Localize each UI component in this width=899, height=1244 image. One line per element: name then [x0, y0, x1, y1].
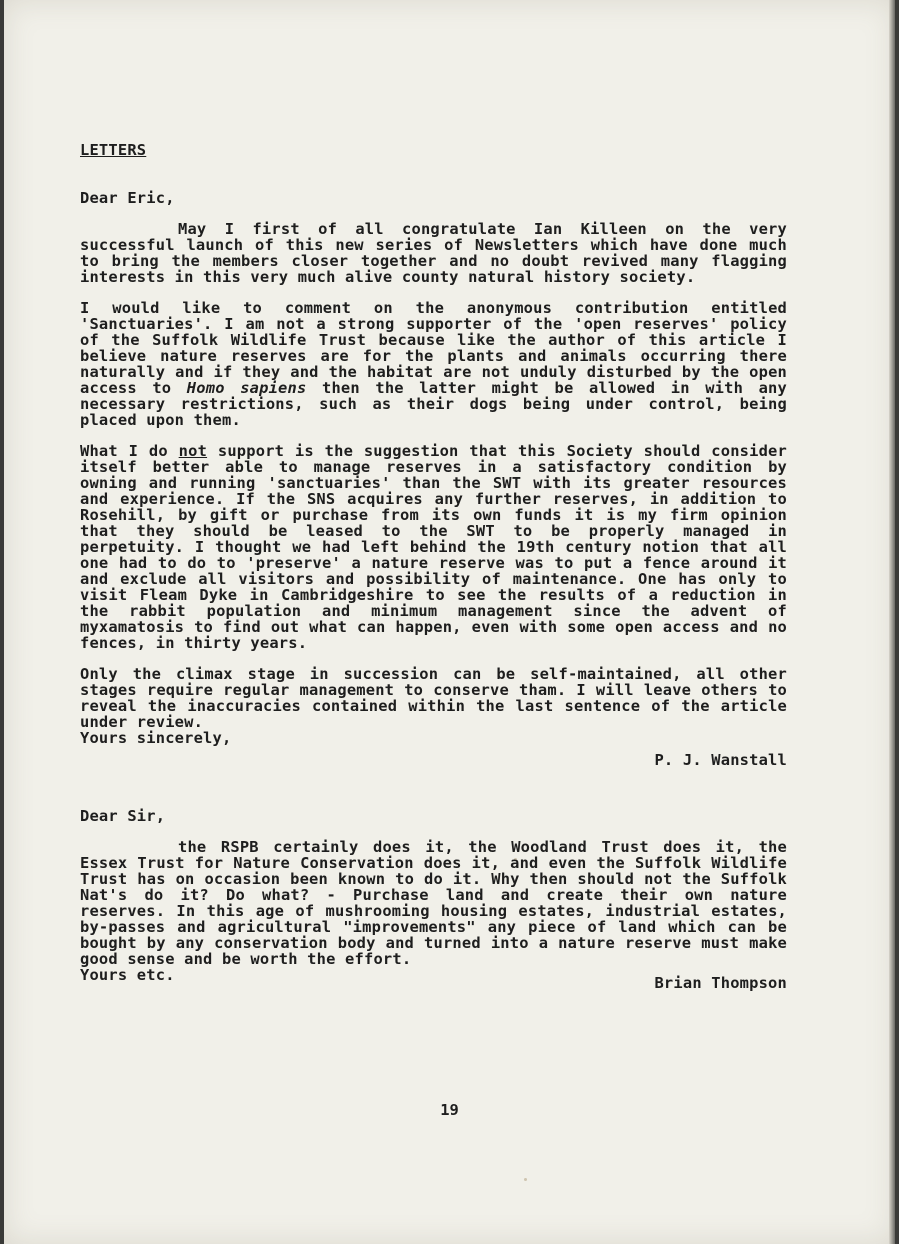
letter-closing: Yours etc. [80, 966, 175, 984]
letter-paragraph: May I first of all congratulate Ian Killeen on the very successful launch of this new series of Newsletters which have done much to bring the members closer together and no doubt revived many flagging interests in this very much alive county natural history society. [80, 220, 787, 286]
letter-signoff [80, 967, 787, 991]
letter-paragraph [80, 443, 787, 651]
paragraph-text: What I do [80, 442, 168, 460]
paragraph-text: then the latter might be allowed in with any necessary restrictions, such as their dogs being under control, being placed upon them. [80, 379, 787, 429]
document-page [4, 0, 895, 1244]
letters-section [80, 142, 787, 991]
paragraph-text: I would like to comment on the anonymous contribution entitled 'Sanctuaries'. I am not a strong supporter of the 'open reserves' policy of the Suffolk Wildlife Trust because like the author of this article I believe nature reserves are for the plants and animals occurring there naturally and if they and the habitat are not unduly disturbed by the open access to [80, 299, 787, 397]
page-edge-shadow [889, 0, 895, 1244]
letter-signature: Brian Thompson [654, 974, 787, 992]
letter-paragraph [80, 300, 787, 428]
letter-thompson [80, 808, 787, 991]
paragraph-text: support is the suggestion that this Society should consider itself better able to manage reserves in a satisfactory condition by owning and running 'sanctuaries' than the SWT with its greater resources and experience. If the SNS acquires any further reserves, in addition to Rosehill, by gift or purchase from its own funds it is my firm opinion that they should be leased to the SWT to be properly managed in perpetuity. I thought we had left behind the 19th century notion that all one had to do to 'preserve' a nature reserve was to put a fence around it and exclude all visitors and possibility of maintenance. One has only to visit Fleam Dyke in Cambridgeshire to see the results of a reduction in the rabbit population and minimum management since the advent of myxamatosis to find out what can happen, even with some open access and no fences, in thirty years. [80, 442, 787, 652]
letter-divider-space [80, 768, 787, 808]
letter-salutation: Dear Eric, [80, 189, 175, 207]
letter-wanstall [80, 190, 787, 768]
species-name: Homo sapiens [186, 379, 307, 397]
emphasis-text: not [178, 442, 208, 460]
letter-signature: P. J. Wanstall [654, 751, 787, 769]
letter-salutation: Dear Sir, [80, 807, 166, 825]
section-heading: LETTERS [80, 141, 147, 159]
page-number: 19 [440, 1101, 459, 1119]
letter-paragraph: the RSPB certainly does it, the Woodland Trust does it, the Essex Trust for Nature Conservation does it, and even the Suffolk Wildlife Trust has on occasion been known to do it. Why then should not the Suffolk Nat's do it? Do what? - Purchase land and create their own nature reserves. In this age of mushrooming housing estates, industrial estates, by-passes and agricultural "improvements" any piece of land which can be bought by any conservation body and turned into a nature reserve must make good sense and be worth the effort. [80, 838, 787, 968]
paper-speck [524, 1178, 527, 1181]
letter-paragraph: Only the climax stage in succession can be self-maintained, all other stages require regular management to conserve tham. I will leave others to reveal the inaccuracies contained within the last sentence of the article under review. [80, 665, 787, 731]
letter-closing: Yours sincerely, [80, 729, 232, 747]
